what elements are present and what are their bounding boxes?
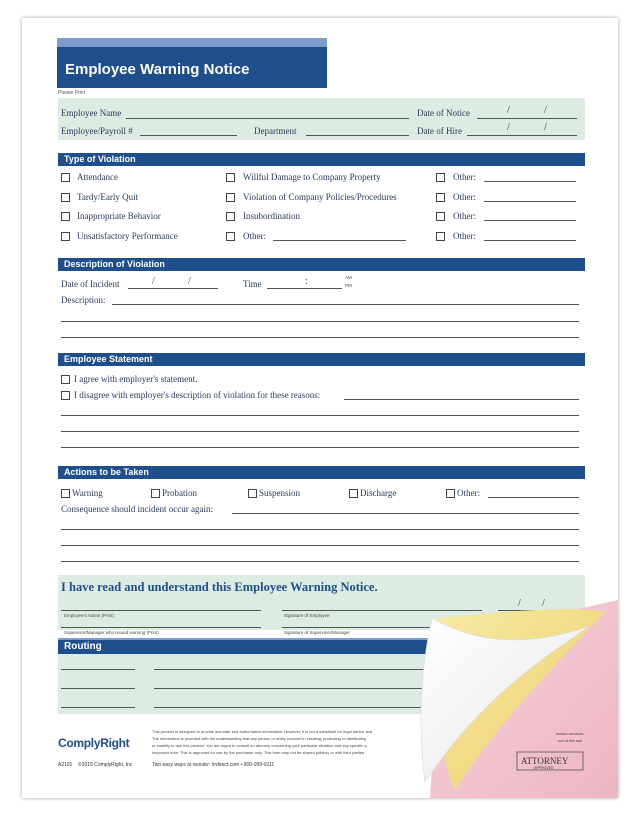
employee-name-print-label: Employee's Name (Print) <box>64 613 114 618</box>
consequence-label: Consequence should incident occur again: <box>61 504 213 514</box>
action-suspension: Suspension <box>259 488 301 498</box>
employee-payroll-label: Employee/Payroll # <box>61 126 133 136</box>
disclaimer-right-text: out of the use <box>558 738 583 743</box>
reorder-info: Two easy ways to reorder: hrdirect.com • 800-999-9111 <box>152 762 275 768</box>
pm-label: PM <box>345 283 352 288</box>
date-separator: / <box>544 122 547 133</box>
option-inappropriate-behavior: Inappropriate Behavior <box>77 211 161 221</box>
employee-signature-label: Signature of Employee <box>284 613 330 618</box>
supervisor-signature-label: Signature of Supervisor/Manager <box>284 630 351 635</box>
action-other: Other: <box>457 488 480 498</box>
date-of-hire-label: Date of Hire <box>417 126 462 136</box>
action-warning: Warning <box>72 488 103 498</box>
copyright: ©2015 ComplyRight, Inc. <box>78 762 134 768</box>
disclaimer-line: Important note: This is approved for use by the purchaser only. This form may not be shared publicly or with third parties <box>152 750 365 755</box>
option-other: Other: <box>453 211 476 221</box>
date-of-notice-label: Date of Notice <box>417 108 470 118</box>
section-title: Routing <box>64 641 102 652</box>
date-separator: / <box>518 598 521 609</box>
acknowledgement-statement: I have read and understand this Employee Warning Notice. <box>61 580 378 594</box>
option-insubordination: Insubordination <box>243 211 300 221</box>
agree-label: I agree with employer's statement. <box>74 374 198 384</box>
date-separator: / <box>507 122 510 133</box>
employee-name-label: Employee Name <box>61 108 122 118</box>
option-other: Other: <box>453 172 476 182</box>
form-number: A2191 <box>58 762 73 768</box>
section-title: Employee Statement <box>64 354 153 364</box>
option-policy-violation: Violation of Company Policies/Procedures <box>243 192 397 202</box>
date-of-incident-label: Date of Incident <box>61 279 120 289</box>
option-tardy: Tardy/Early Quit <box>77 192 139 202</box>
option-other: Other: <box>243 231 266 241</box>
date-separator: / <box>544 105 547 116</box>
section-title: Description of Violation <box>64 259 165 269</box>
please-print-note: Please Print <box>58 90 85 96</box>
date-separator: / <box>542 598 545 609</box>
disclaimer-line: This product is designed to provide accurate and authoritative information. However, it is not a substitute for legal advice and <box>152 729 373 734</box>
disclaimer-right-text: lection services. <box>556 731 585 736</box>
date-separator: / <box>188 276 191 287</box>
department-label: Department <box>254 126 297 136</box>
form-title: Employee Warning Notice <box>65 61 250 78</box>
time-colon: : <box>305 276 308 287</box>
section-title: Actions to be Taken <box>64 467 149 477</box>
complyright-logo: ComplyRight <box>58 736 130 750</box>
attorney-text: ATTORNEY <box>521 756 569 766</box>
disclaimer-line: The information is provided with the understanding that any person or entity involved in creating, producing or distributing <box>152 736 366 741</box>
option-willful-damage: Willful Damage to Company Property <box>243 172 381 182</box>
approved-text: APPROVED <box>534 766 554 770</box>
option-other: Other: <box>453 231 476 241</box>
supervisor-name-print-label: Supervisor/Manager who issued warning (Print) <box>64 630 159 635</box>
date-separator: / <box>152 276 155 287</box>
am-label: AM <box>345 275 352 280</box>
date-separator: / <box>507 105 510 116</box>
action-probation: Probation <box>162 488 197 498</box>
description-label: Description: <box>61 295 106 305</box>
time-label: Time <box>243 279 262 289</box>
section-title: Type of Violation <box>64 154 136 164</box>
option-attendance: Attendance <box>77 172 118 182</box>
disclaimer-line: or inability to use this product. You are urged to consult an attorney concerning your particular situation and any specific q <box>152 743 367 748</box>
disagree-label: I disagree with employer's description of violation for these reasons: <box>74 390 321 400</box>
option-other: Other: <box>453 192 476 202</box>
option-unsatisfactory-performance: Unsatisfactory Performance <box>77 231 178 241</box>
action-discharge: Discharge <box>360 488 397 498</box>
